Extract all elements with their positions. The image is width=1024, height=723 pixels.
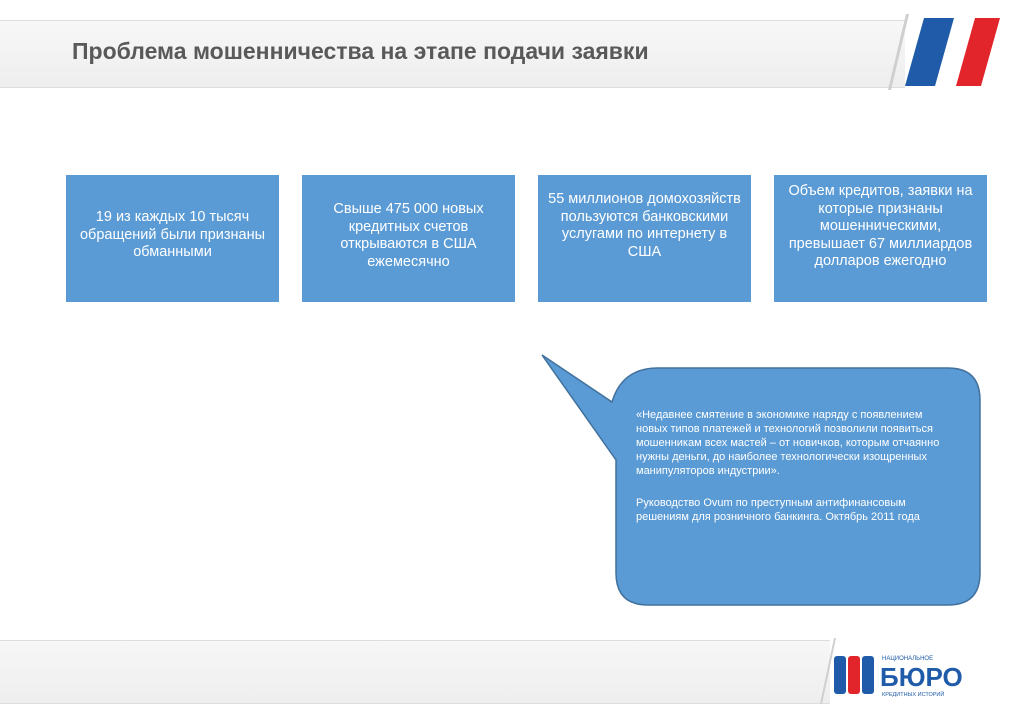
quote-source: Руководство Ovum по преступным антифинансовым решениям для розничного банкинга. Октябрь 2011 года: [636, 497, 920, 523]
footer-bar: [0, 640, 830, 704]
logo-top-text: НАЦИОНАЛЬНОЕ: [882, 656, 934, 662]
logo-main-text: БЮРО: [880, 662, 963, 692]
page-title: Проблема мошенничества на этапе подачи заявки: [72, 38, 649, 64]
quote-body: «Недавнее смятение в экономике наряду с появлением новых типов платежей и технологий позволили появиться мошенникам всех мастей – от новичков, которым отчаянно нужны деньги, до наиболее технологически изощренных манипуляторов индустрии».: [636, 409, 940, 477]
fact-text: 55 миллионов домохозяйств пользуются банковскими услугами по интернету в США: [548, 191, 741, 260]
nbki-logo: [820, 638, 970, 704]
quote-text: [636, 408, 954, 542]
logo-bottom-text: КРЕДИТНЫХ ИСТОРИЙ: [882, 692, 945, 698]
fact-text: Свыше 475 000 новых кредитных счетов открываются в США ежемесячно: [333, 201, 484, 270]
fact-text: 19 из каждых 10 тысяч обращений были признаны обманными: [79, 209, 266, 260]
fact-text: Объем кредитов, заявки на которые признаны мошенническими, превышает 67 миллиардов долларов ежегодно: [788, 183, 973, 269]
